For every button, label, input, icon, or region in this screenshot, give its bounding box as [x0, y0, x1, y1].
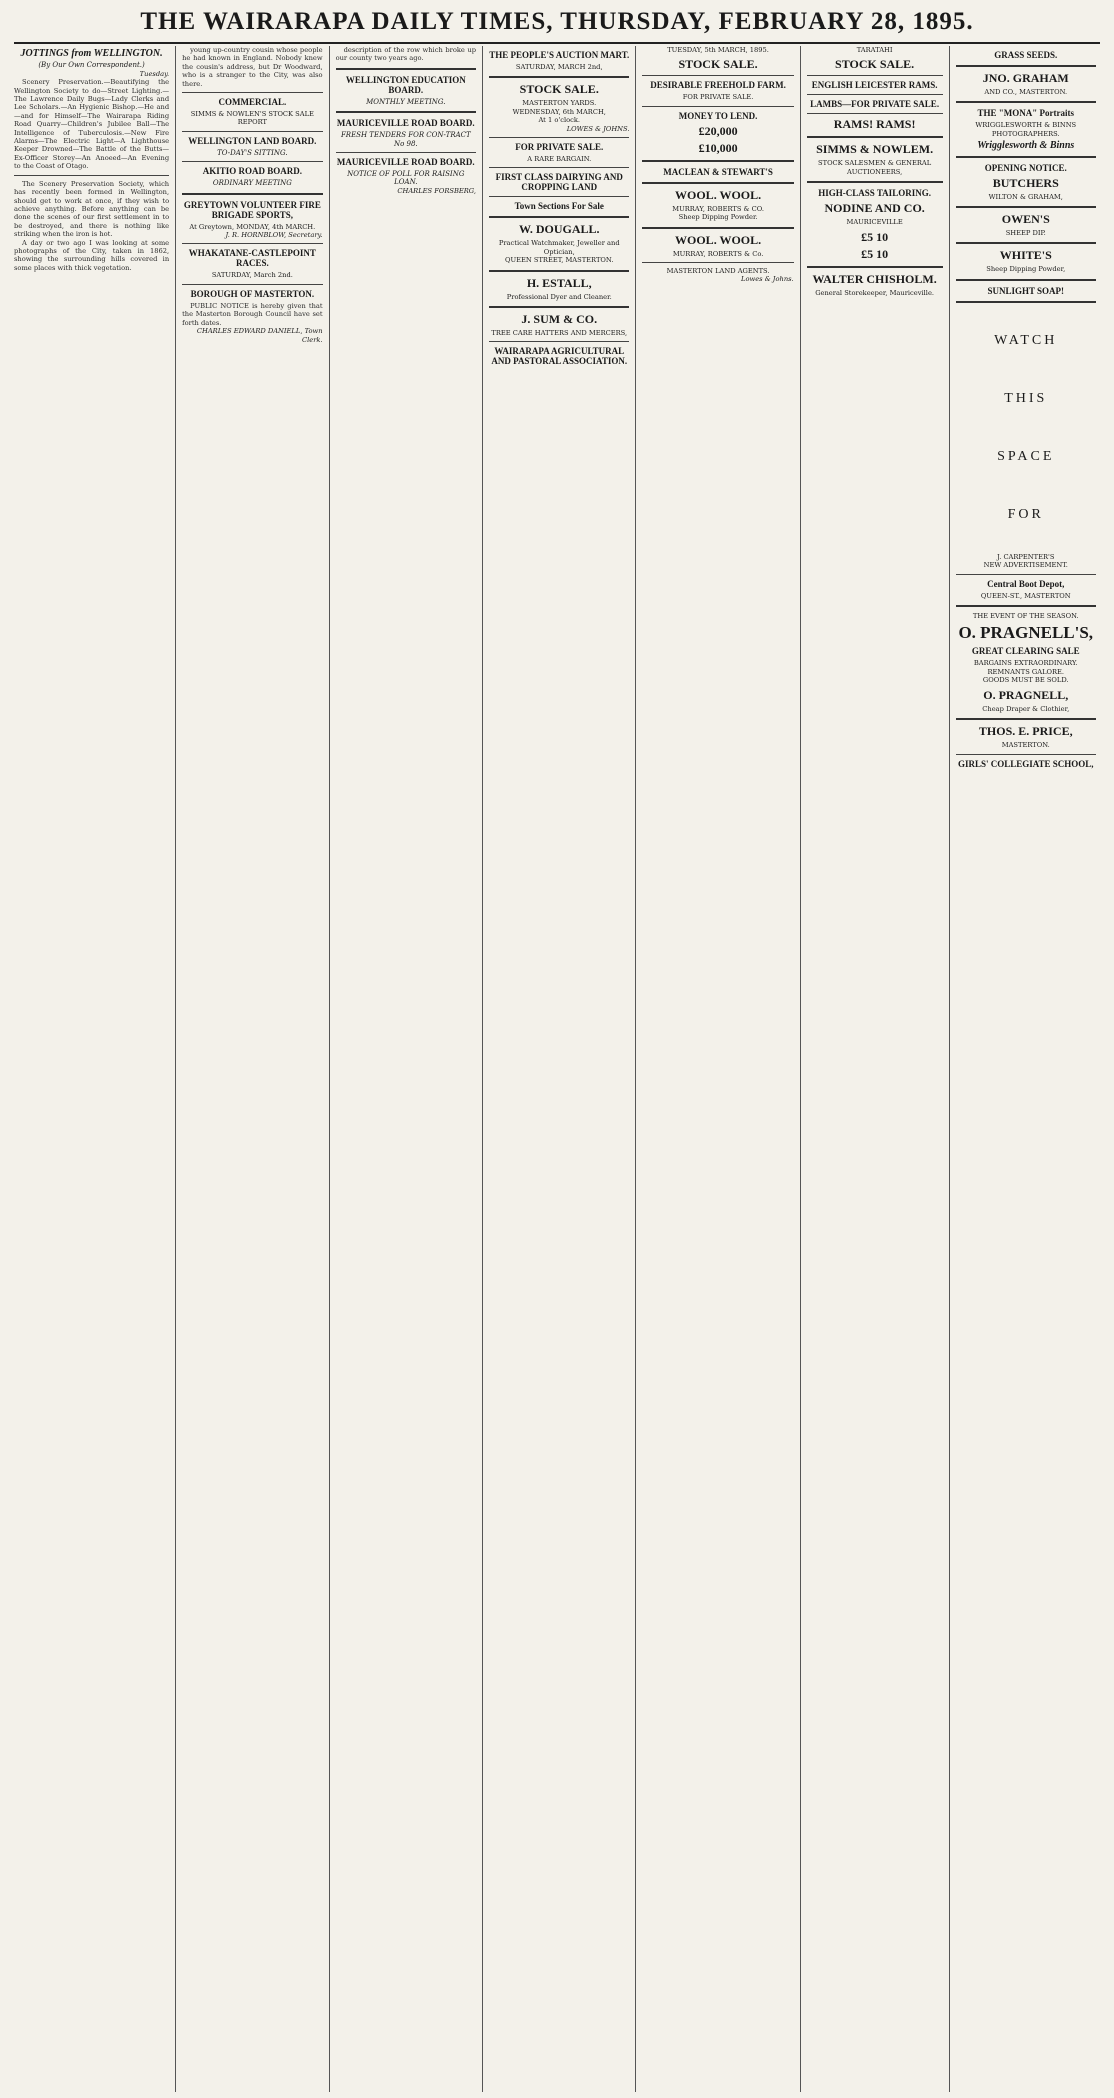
edu-board-heading: WELLINGTON EDUCATION BOARD. — [345, 74, 466, 95]
masthead-title: THE WAIRARAPA DAILY TIMES, THURSDAY, FEBRUARY 28, 1895. — [140, 8, 974, 35]
borough-notice: PUBLIC NOTICE is hereby given that the Masterton Borough Council have set forth dates. — [182, 301, 323, 327]
freehold-sub: FOR PRIVATE SALE. — [682, 93, 754, 102]
stock-sale-heading-2: STOCK SALE. — [678, 57, 758, 72]
divider — [489, 216, 629, 218]
jottings-p1: The Scenery Preservation Society, which has recently been formed in Wellington, should get to work at once, if they wish to achieve anything. Before anything can be done the scenes of our first settlement in to be destroyed, and there is nothing like striking when the iron is hot. — [14, 179, 170, 239]
sunlight-heading: SUNLIGHT SOAP! — [987, 285, 1065, 296]
money-sum-2: £10,000 — [698, 140, 738, 155]
akitio-heading: AKITIO ROAD BOARD. — [202, 166, 302, 177]
dipping-powder: Sheep Dipping Powder. — [678, 213, 758, 222]
jottings-byline: (By Our Own Correspondent.) — [38, 61, 145, 70]
column-7 — [949, 46, 1102, 2092]
white-sub: Sheep Dipping Powder, — [986, 265, 1066, 274]
jottings-heading: JOTTINGS from WELLINGTON. — [20, 48, 163, 59]
price-sub: MASTERTON. — [1001, 741, 1050, 750]
divider — [956, 65, 1096, 67]
opening-heading: OPENING NOTICE. — [984, 162, 1067, 173]
divider — [956, 206, 1096, 208]
divider — [807, 113, 943, 114]
sale-time: At 1 o'clock. — [538, 116, 581, 125]
price-2: £5 10 — [861, 246, 889, 261]
boot-heading: Central Boot Depot, — [987, 578, 1065, 589]
jottings-day: Tuesday. — [139, 69, 170, 78]
graham-heading: JNO. GRAHAM — [982, 71, 1069, 85]
watch-word: WATCH — [994, 332, 1058, 348]
column-3 — [329, 46, 482, 2092]
remnants: REMNANTS GALORE. — [987, 667, 1065, 676]
borough-signature: CHARLES EDWARD DANIELL, Town Clerk. — [196, 327, 323, 344]
jottings-p2: A day or two ago I was looking at some photographs of the City, taken in 1862, showing the surrounding hills covered in some places with thick vegetation. — [14, 238, 170, 272]
greytown-secretary: J. R. HORNBLOW, Secretary. — [225, 231, 323, 240]
loan-notice: NOTICE OF POLL FOR RAISING LOAN. — [347, 170, 465, 187]
nodine-place: MAURICEVILLE — [846, 218, 903, 227]
divider — [182, 193, 322, 195]
mauriceville-board-heading-2: MAURICEVILLE ROAD BOARD. — [336, 157, 475, 168]
divider — [336, 68, 476, 70]
divider — [956, 279, 1096, 281]
dairying-heading: FIRST CLASS DAIRYING AND CROPPING LAND — [495, 172, 623, 193]
tailoring-heading: HIGH-CLASS TAILORING. — [818, 188, 931, 199]
carpenter-heading: J. CARPENTER'S — [997, 552, 1055, 561]
jottings-intro: Scenery Preservation.—Beautifying the Wellington Society to do—Street Lighting.—The Lawrence Daily Bugs—Lady Clerks and Lee Scholars.—An Hygienic Bishop.—He and—and for Himself—The Wairarapa Riding Road Quarry—Children's Jubilee Ball—The Intelligence of Tuberculosis.—New Fire Alarms—The Electric Light—A Lighthouse Keeper Drowned—The Battle of the Butts—Ex-Officer Storey—An Anoeed—An Evening to the Coast of Otago. — [14, 78, 170, 171]
auction-mart-date: SATURDAY, MARCH 2nd, — [515, 63, 603, 71]
divider — [182, 92, 322, 93]
mauriceville-board-sub: FRESH TENDERS FOR CON-TRACT No 98. — [340, 131, 471, 148]
pragnell-2: O. PRAGNELL, — [983, 687, 1069, 702]
sale-date: WEDNESDAY, 6th MARCH, — [512, 107, 606, 116]
divider — [489, 196, 629, 197]
wrig-sub: PHOTOGRAPHERS. — [991, 129, 1060, 138]
simms-heading: SIMMS & NOWLEM. — [816, 142, 934, 157]
goods: GOODS MUST BE SOLD. — [982, 676, 1069, 685]
races-date: SATURDAY, March 2nd. — [211, 271, 293, 280]
divider — [956, 242, 1096, 244]
murray-heading: MURRAY, ROBERTS & CO. — [672, 204, 764, 213]
wool-heading: WOOL. WOOL. — [675, 187, 762, 202]
town-sections-heading: Town Sections For Sale — [514, 201, 604, 212]
loan-signature: CHARLES FORSBERG, — [397, 186, 477, 195]
greytown-date: At Greytown, MONDAY, 4th MARCH. — [189, 222, 316, 231]
divider — [956, 718, 1096, 720]
lowes-johns-sig: LOWES & JOHNS. — [566, 124, 630, 133]
dougall-trade: Practical Watchmaker, Jeweller and Optician, — [498, 239, 620, 256]
chisholm-sub: General Storekeeper, Mauriceville. — [815, 288, 935, 297]
akitio-sub: ORDINARY MEETING — [212, 179, 292, 188]
divider — [642, 262, 793, 263]
divider — [807, 136, 943, 138]
divider — [807, 94, 943, 95]
stock-sale-heading: STOCK SALE. — [519, 82, 599, 97]
mauriceville-board-heading: MAURICEVILLE ROAD BOARD. — [336, 118, 475, 129]
divider — [489, 306, 629, 308]
wrig-heading: WRIGGLESWORTH & BINNS — [975, 121, 1077, 130]
races-heading: WHAKATANE-CASTLEPOINT RACES. — [188, 248, 316, 269]
grass-seeds-heading: GRASS SEEDS. — [994, 50, 1058, 60]
column-1 — [14, 46, 175, 2092]
commercial-heading: COMMERCIAL. — [218, 97, 287, 108]
jsum-heading: J. SUM & CO. — [521, 312, 598, 327]
borough-heading: BOROUGH OF MASTERTON. — [190, 288, 315, 299]
owen-heading: OWEN'S — [1001, 212, 1050, 227]
divider — [956, 574, 1096, 575]
divider — [642, 182, 793, 184]
divider — [642, 75, 793, 76]
money-heading: MONEY TO LEND. — [678, 110, 758, 121]
col2-body: young up-country cousin whose people he had known in England. Nobody knew the cousin's address, but Dr Woodward, who is a stranger to the City, was also there. — [182, 46, 323, 88]
leicester-heading: ENGLISH LEICESTER RAMS. — [811, 80, 938, 91]
clearing-sale: GREAT CLEARING SALE — [971, 646, 1080, 657]
price-1: £5 10 — [861, 229, 889, 244]
divider — [956, 101, 1096, 103]
agri-heading: WAIRARAPA AGRICULTURAL AND PASTORAL ASSOCIATION. — [491, 346, 628, 367]
divider — [956, 605, 1096, 607]
butchers-heading: BUTCHERS — [992, 175, 1059, 190]
jsum-trade: TREE CARE HATTERS AND MERCERS, — [491, 329, 628, 338]
divider — [182, 243, 322, 244]
stock-sale-heading-3: STOCK SALE. — [835, 57, 915, 72]
edu-board-sub: MONTHLY MEETING. — [366, 97, 446, 106]
auction-mart-heading: THE PEOPLE'S AUCTION MART. — [489, 50, 630, 60]
divider — [807, 266, 943, 268]
new-adv: NEW ADVERTISEMENT. — [983, 561, 1068, 570]
graham-sub: AND CO., MASTERTON. — [984, 88, 1068, 96]
divider — [489, 167, 629, 168]
bargains: BARGAINS EXTRAORDINARY. — [973, 659, 1078, 668]
divider — [182, 284, 322, 285]
maclean-heading: MACLEAN & STEWART'S — [663, 166, 773, 177]
estall-trade: Professional Dyer and Cleaner. — [506, 292, 612, 301]
white-heading: WHITE'S — [999, 248, 1052, 263]
divider — [182, 131, 322, 132]
for-word: FOR — [1007, 506, 1044, 522]
space-word: SPACE — [997, 448, 1055, 464]
divider — [807, 75, 943, 76]
nodine-heading: NODINE AND CO. — [824, 201, 925, 216]
estall-heading: H. ESTALL, — [526, 275, 592, 290]
divider — [489, 137, 629, 138]
dougall-address: QUEEN STREET, MASTERTON. — [505, 256, 614, 265]
this-word: THIS — [1004, 390, 1048, 406]
divider — [956, 754, 1096, 755]
divider — [807, 181, 943, 183]
price-heading: THOS. E. PRICE, — [978, 724, 1073, 739]
sale-day: TUESDAY, 5th MARCH, 1895. — [667, 46, 769, 54]
columns — [14, 46, 1102, 2092]
divider — [956, 156, 1096, 158]
freehold-heading: DESIRABLE FREEHOLD FARM. — [650, 80, 786, 91]
owen-sub: SHEEP DIP. — [1005, 229, 1046, 238]
divider — [336, 152, 476, 153]
cheap-draper: Cheap Draper & Clothier, — [982, 704, 1070, 713]
divider — [489, 76, 629, 78]
masthead-rule — [14, 42, 1100, 44]
divider — [182, 161, 322, 162]
masthead — [0, 8, 1114, 36]
lambs-heading: LAMBS—FOR PRIVATE SALE. — [810, 99, 940, 110]
column-4 — [482, 46, 635, 2092]
taratahi: TARATAHI — [856, 46, 893, 54]
girls-heading: GIRLS' COLLEGIATE SCHOOL, — [957, 758, 1094, 769]
wrig-script: Wrigglesworth & Binns — [977, 140, 1075, 152]
divider — [336, 111, 476, 113]
mona-heading: THE "MONA" Portraits — [977, 108, 1074, 119]
land-agents: MASTERTON LAND AGENTS. — [666, 267, 770, 276]
private-sale-heading: FOR PRIVATE SALE. — [515, 142, 604, 153]
chisholm-heading: WALTER CHISHOLM. — [812, 271, 937, 286]
wool-heading-2: WOOL. WOOL. — [675, 232, 762, 247]
pragnell-heading: O. PRAGNELL'S, — [958, 623, 1094, 643]
divider — [489, 270, 629, 272]
divider — [489, 341, 629, 342]
wilton-sub: WILTON & GRAHAM, — [988, 192, 1063, 201]
dougall-heading: W. DOUGALL. — [518, 222, 600, 237]
stock-report-heading: SIMMS & NOWLEN'S STOCK SALE REPORT — [190, 110, 314, 127]
event-heading: THE EVENT OF THE SEASON. — [972, 612, 1079, 621]
divider — [956, 301, 1096, 303]
bargain: A RARE BARGAIN. — [527, 155, 592, 164]
land-board-heading: WELLINGTON LAND BOARD. — [188, 135, 317, 146]
col3-body: description of the row which broke up our county two years ago. — [335, 46, 477, 63]
column-6 — [800, 46, 949, 2092]
yards: MASTERTON YARDS. — [522, 99, 597, 108]
murray-heading-2: MURRAY, ROBERTS & Co. — [672, 249, 764, 258]
money-sum-1: £20,000 — [698, 123, 738, 138]
boot-sub: QUEEN-ST., MASTERTON — [980, 591, 1071, 600]
simms-sub: STOCK SALESMEN & GENERAL AUCTIONEERS, — [818, 159, 932, 176]
column-2 — [175, 46, 328, 2092]
column-5 — [635, 46, 799, 2092]
divider — [642, 227, 793, 229]
land-board-sub: TO-DAY'S SITTING. — [217, 148, 288, 157]
divider — [14, 175, 169, 176]
divider — [642, 106, 793, 107]
rams-heading: RAMS! RAMS! — [833, 117, 916, 132]
divider — [642, 160, 793, 162]
greytown-heading: GREYTOWN VOLUNTEER FIRE BRIGADE SPORTS, — [183, 199, 321, 220]
land-agents-sig: Lowes & Johns. — [741, 275, 794, 284]
